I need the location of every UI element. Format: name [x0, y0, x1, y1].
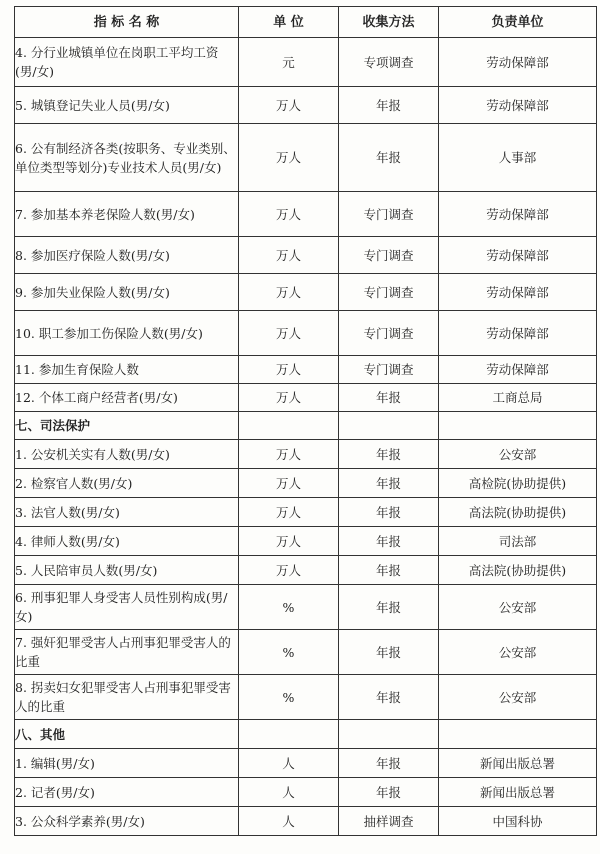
indicator-name-cell: 2. 记者(男/女) [15, 778, 239, 807]
indicator-name-cell: 11. 参加生育保险人数 [15, 356, 239, 384]
department-cell: 劳动保障部 [439, 237, 597, 274]
indicator-name-cell: 7. 强奸犯罪受害人占刑事犯罪受害人的比重 [15, 630, 239, 675]
indicator-name-cell: 2. 检察官人数(男/女) [15, 469, 239, 498]
table-row [15, 498, 597, 527]
indicator-name-cell: 10. 职工参加工伤保险人数(男/女) [15, 311, 239, 356]
table-row [15, 356, 597, 384]
indicator-name-cell: 5. 人民陪审员人数(男/女) [15, 556, 239, 585]
department-cell: 高检院(协助提供) [439, 469, 597, 498]
indicator-name-cell: 4. 律师人数(男/女) [15, 527, 239, 556]
empty-cell [339, 412, 439, 440]
table-row [15, 384, 597, 412]
unit-cell: 万人 [239, 311, 339, 356]
unit-cell: 万人 [239, 469, 339, 498]
department-cell: 高法院(协助提供) [439, 498, 597, 527]
section-title: 七、司法保护 [15, 412, 239, 440]
indicator-name-cell: 8. 拐卖妇女犯罪受害人占刑事犯罪受害人的比重 [15, 675, 239, 720]
table-row [15, 778, 597, 807]
table-row [15, 274, 597, 311]
unit-cell: 人 [239, 778, 339, 807]
method-cell: 专门调查 [339, 274, 439, 311]
department-cell: 新闻出版总署 [439, 749, 597, 778]
department-cell: 工商总局 [439, 384, 597, 412]
method-cell: 年报 [339, 556, 439, 585]
table-row [15, 440, 597, 469]
table-row [15, 556, 597, 585]
indicator-name-cell: 3. 法官人数(男/女) [15, 498, 239, 527]
table-row [15, 192, 597, 237]
header-unit: 单 位 [239, 7, 339, 38]
unit-cell: % [239, 675, 339, 720]
method-cell: 年报 [339, 675, 439, 720]
department-cell: 劳动保障部 [439, 274, 597, 311]
department-cell: 劳动保障部 [439, 38, 597, 87]
indicator-name-cell: 5. 城镇登记失业人员(男/女) [15, 87, 239, 124]
method-cell: 专门调查 [339, 237, 439, 274]
department-cell: 公安部 [439, 440, 597, 469]
unit-cell: 万人 [239, 274, 339, 311]
method-cell: 年报 [339, 87, 439, 124]
indicator-name-cell: 6. 公有制经济各类(按职务、专业类别、单位类型等划分)专业技术人员(男/女) [15, 124, 239, 192]
header-dept: 负责单位 [439, 7, 597, 38]
indicator-name-cell: 6. 刑事犯罪人身受害人员性别构成(男/女) [15, 585, 239, 630]
indicator-table [14, 6, 597, 836]
method-cell: 年报 [339, 778, 439, 807]
method-cell: 专门调查 [339, 192, 439, 237]
section-title: 八、其他 [15, 720, 239, 749]
unit-cell: 万人 [239, 527, 339, 556]
department-cell: 公安部 [439, 630, 597, 675]
indicator-name-cell: 1. 公安机关实有人数(男/女) [15, 440, 239, 469]
table-row [15, 585, 597, 630]
empty-cell [239, 720, 339, 749]
header-method: 收集方法 [339, 7, 439, 38]
unit-cell: 万人 [239, 384, 339, 412]
header-name: 指 标 名 称 [15, 7, 239, 38]
empty-cell [239, 412, 339, 440]
department-cell: 高法院(协助提供) [439, 556, 597, 585]
method-cell: 年报 [339, 527, 439, 556]
table-row [15, 675, 597, 720]
unit-cell: 万人 [239, 124, 339, 192]
indicator-name-cell: 8. 参加医疗保险人数(男/女) [15, 237, 239, 274]
unit-cell: % [239, 630, 339, 675]
method-cell: 年报 [339, 498, 439, 527]
method-cell: 年报 [339, 749, 439, 778]
indicator-name-cell: 4. 分行业城镇单位在岗职工平均工资(男/女) [15, 38, 239, 87]
unit-cell: 万人 [239, 237, 339, 274]
table-row [15, 124, 597, 192]
method-cell: 年报 [339, 440, 439, 469]
indicator-name-cell: 3. 公众科学素养(男/女) [15, 807, 239, 836]
unit-cell: 万人 [239, 498, 339, 527]
department-cell: 中国科协 [439, 807, 597, 836]
department-cell: 司法部 [439, 527, 597, 556]
method-cell: 年报 [339, 469, 439, 498]
unit-cell: % [239, 585, 339, 630]
indicator-name-cell: 9. 参加失业保险人数(男/女) [15, 274, 239, 311]
department-cell: 劳动保障部 [439, 356, 597, 384]
method-cell: 抽样调查 [339, 807, 439, 836]
department-cell: 劳动保障部 [439, 87, 597, 124]
table-row [15, 749, 597, 778]
method-cell: 年报 [339, 124, 439, 192]
section-row [15, 720, 597, 749]
unit-cell: 人 [239, 749, 339, 778]
header-row [15, 7, 597, 38]
table-row [15, 237, 597, 274]
indicator-name-cell: 7. 参加基本养老保险人数(男/女) [15, 192, 239, 237]
unit-cell: 万人 [239, 440, 339, 469]
department-cell: 公安部 [439, 675, 597, 720]
unit-cell: 万人 [239, 192, 339, 237]
department-cell: 公安部 [439, 585, 597, 630]
indicator-name-cell: 12. 个体工商户经营者(男/女) [15, 384, 239, 412]
department-cell: 新闻出版总署 [439, 778, 597, 807]
unit-cell: 万人 [239, 87, 339, 124]
empty-cell [439, 412, 597, 440]
table-row [15, 38, 597, 87]
method-cell: 专门调查 [339, 356, 439, 384]
empty-cell [339, 720, 439, 749]
department-cell: 劳动保障部 [439, 311, 597, 356]
department-cell: 劳动保障部 [439, 192, 597, 237]
section-row [15, 412, 597, 440]
table-row [15, 311, 597, 356]
method-cell: 年报 [339, 384, 439, 412]
unit-cell: 万人 [239, 356, 339, 384]
unit-cell: 万人 [239, 556, 339, 585]
table-row [15, 87, 597, 124]
table-row [15, 469, 597, 498]
table-row [15, 527, 597, 556]
unit-cell: 人 [239, 807, 339, 836]
method-cell: 专项调查 [339, 38, 439, 87]
table-row [15, 630, 597, 675]
unit-cell: 元 [239, 38, 339, 87]
method-cell: 年报 [339, 585, 439, 630]
indicator-name-cell: 1. 编辑(男/女) [15, 749, 239, 778]
department-cell: 人事部 [439, 124, 597, 192]
method-cell: 专门调查 [339, 311, 439, 356]
table-body [15, 38, 597, 836]
table-row [15, 807, 597, 836]
method-cell: 年报 [339, 630, 439, 675]
empty-cell [439, 720, 597, 749]
